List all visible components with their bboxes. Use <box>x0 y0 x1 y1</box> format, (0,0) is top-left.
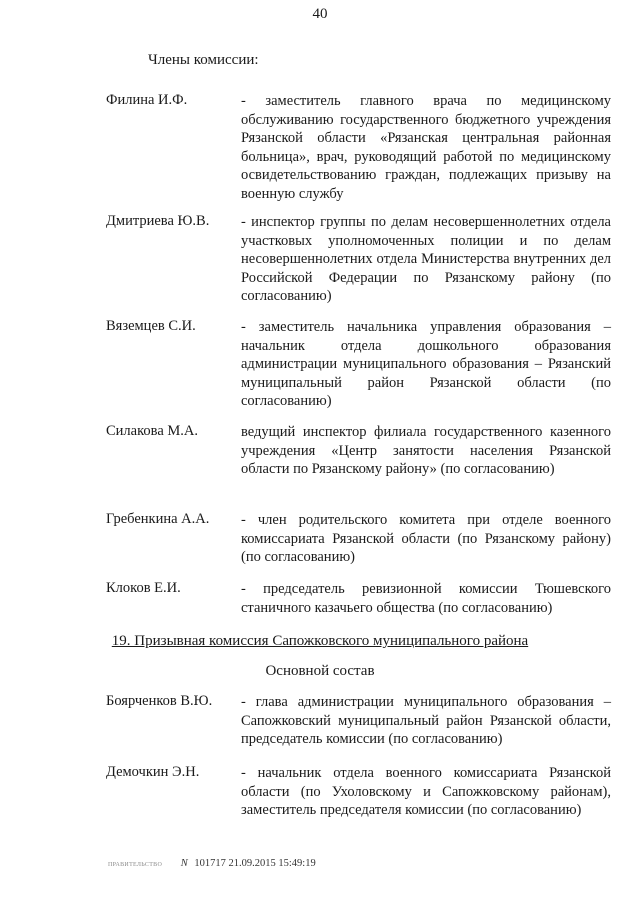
member-role: - заместитель главного врача по медицинскому обслуживанию государственного бюджетного учреждения Рязанской области «Рязанская центральная районная больница», врач, руководящий работой по медицинскому освидетельствованию граждан, подлежащих призыву на военную службу <box>241 93 611 202</box>
commission-subheading: Основной состав <box>265 663 375 679</box>
section-heading: Члены комиссии: <box>148 52 259 68</box>
member-role: - начальник отдела военного комиссариата Рязанской области (по Ухоловскому и Сапожковскому районам), заместитель председателя комиссии (по согласованию) <box>241 765 611 819</box>
member-name: Дмитриева Ю.В. <box>106 213 210 229</box>
footer-mark: N <box>180 858 188 869</box>
member-role: ведущий инспектор филиала государственного казенного учреждения «Центр занятости населения Рязанской области по Рязанскому району» (по согласованию) <box>241 424 611 478</box>
member-role: - заместитель начальника управления образования – начальник отдела дошкольного образования администрации муниципального образования – Рязанский муниципальный район Рязанской области (по согласованию) <box>241 319 611 410</box>
member-role: - глава администрации муниципального образования – Сапожковский муниципальный район Рязанской области, председатель комиссии (по согласованию) <box>241 694 611 748</box>
member-role: - член родительского комитета при отделе военного комиссариата Рязанской области (по Рязанскому району) (по согласованию) <box>241 512 611 566</box>
member-role: - председатель ревизионной комиссии Тюшевского станичного казачьего общества (по согласованию) <box>241 581 611 616</box>
member-name: Вяземцев С.И. <box>106 318 196 334</box>
member-name: Гребенкина А.А. <box>106 511 210 527</box>
member-name: Боярченков В.Ю. <box>106 693 213 709</box>
member-role: - инспектор группы по делам несовершеннолетних отдела участковых уполномоченных полиции и по делам несовершеннолетних отдела Министерства внутренних дел Российской Федерации по Рязанскому району (по согласованию) <box>241 214 611 305</box>
document-footer <box>108 858 316 869</box>
member-name: Силакова М.А. <box>106 423 198 439</box>
member-name: Демочкин Э.Н. <box>106 764 200 780</box>
footer-document-id: 101717 <box>194 858 226 869</box>
page-number: 40 <box>312 6 328 22</box>
member-name: Клоков Е.И. <box>106 580 181 596</box>
member-name: Филина И.Ф. <box>106 92 188 108</box>
commission-title <box>0 633 640 650</box>
footer-datetime: 21.09.2015 15:49:19 <box>228 858 316 869</box>
footer-stamp: ПРАВИТЕЛЬСТВО <box>108 862 163 868</box>
commission-title-text: 19. Призывная комиссия Сапожковского муниципального района <box>111 633 529 649</box>
